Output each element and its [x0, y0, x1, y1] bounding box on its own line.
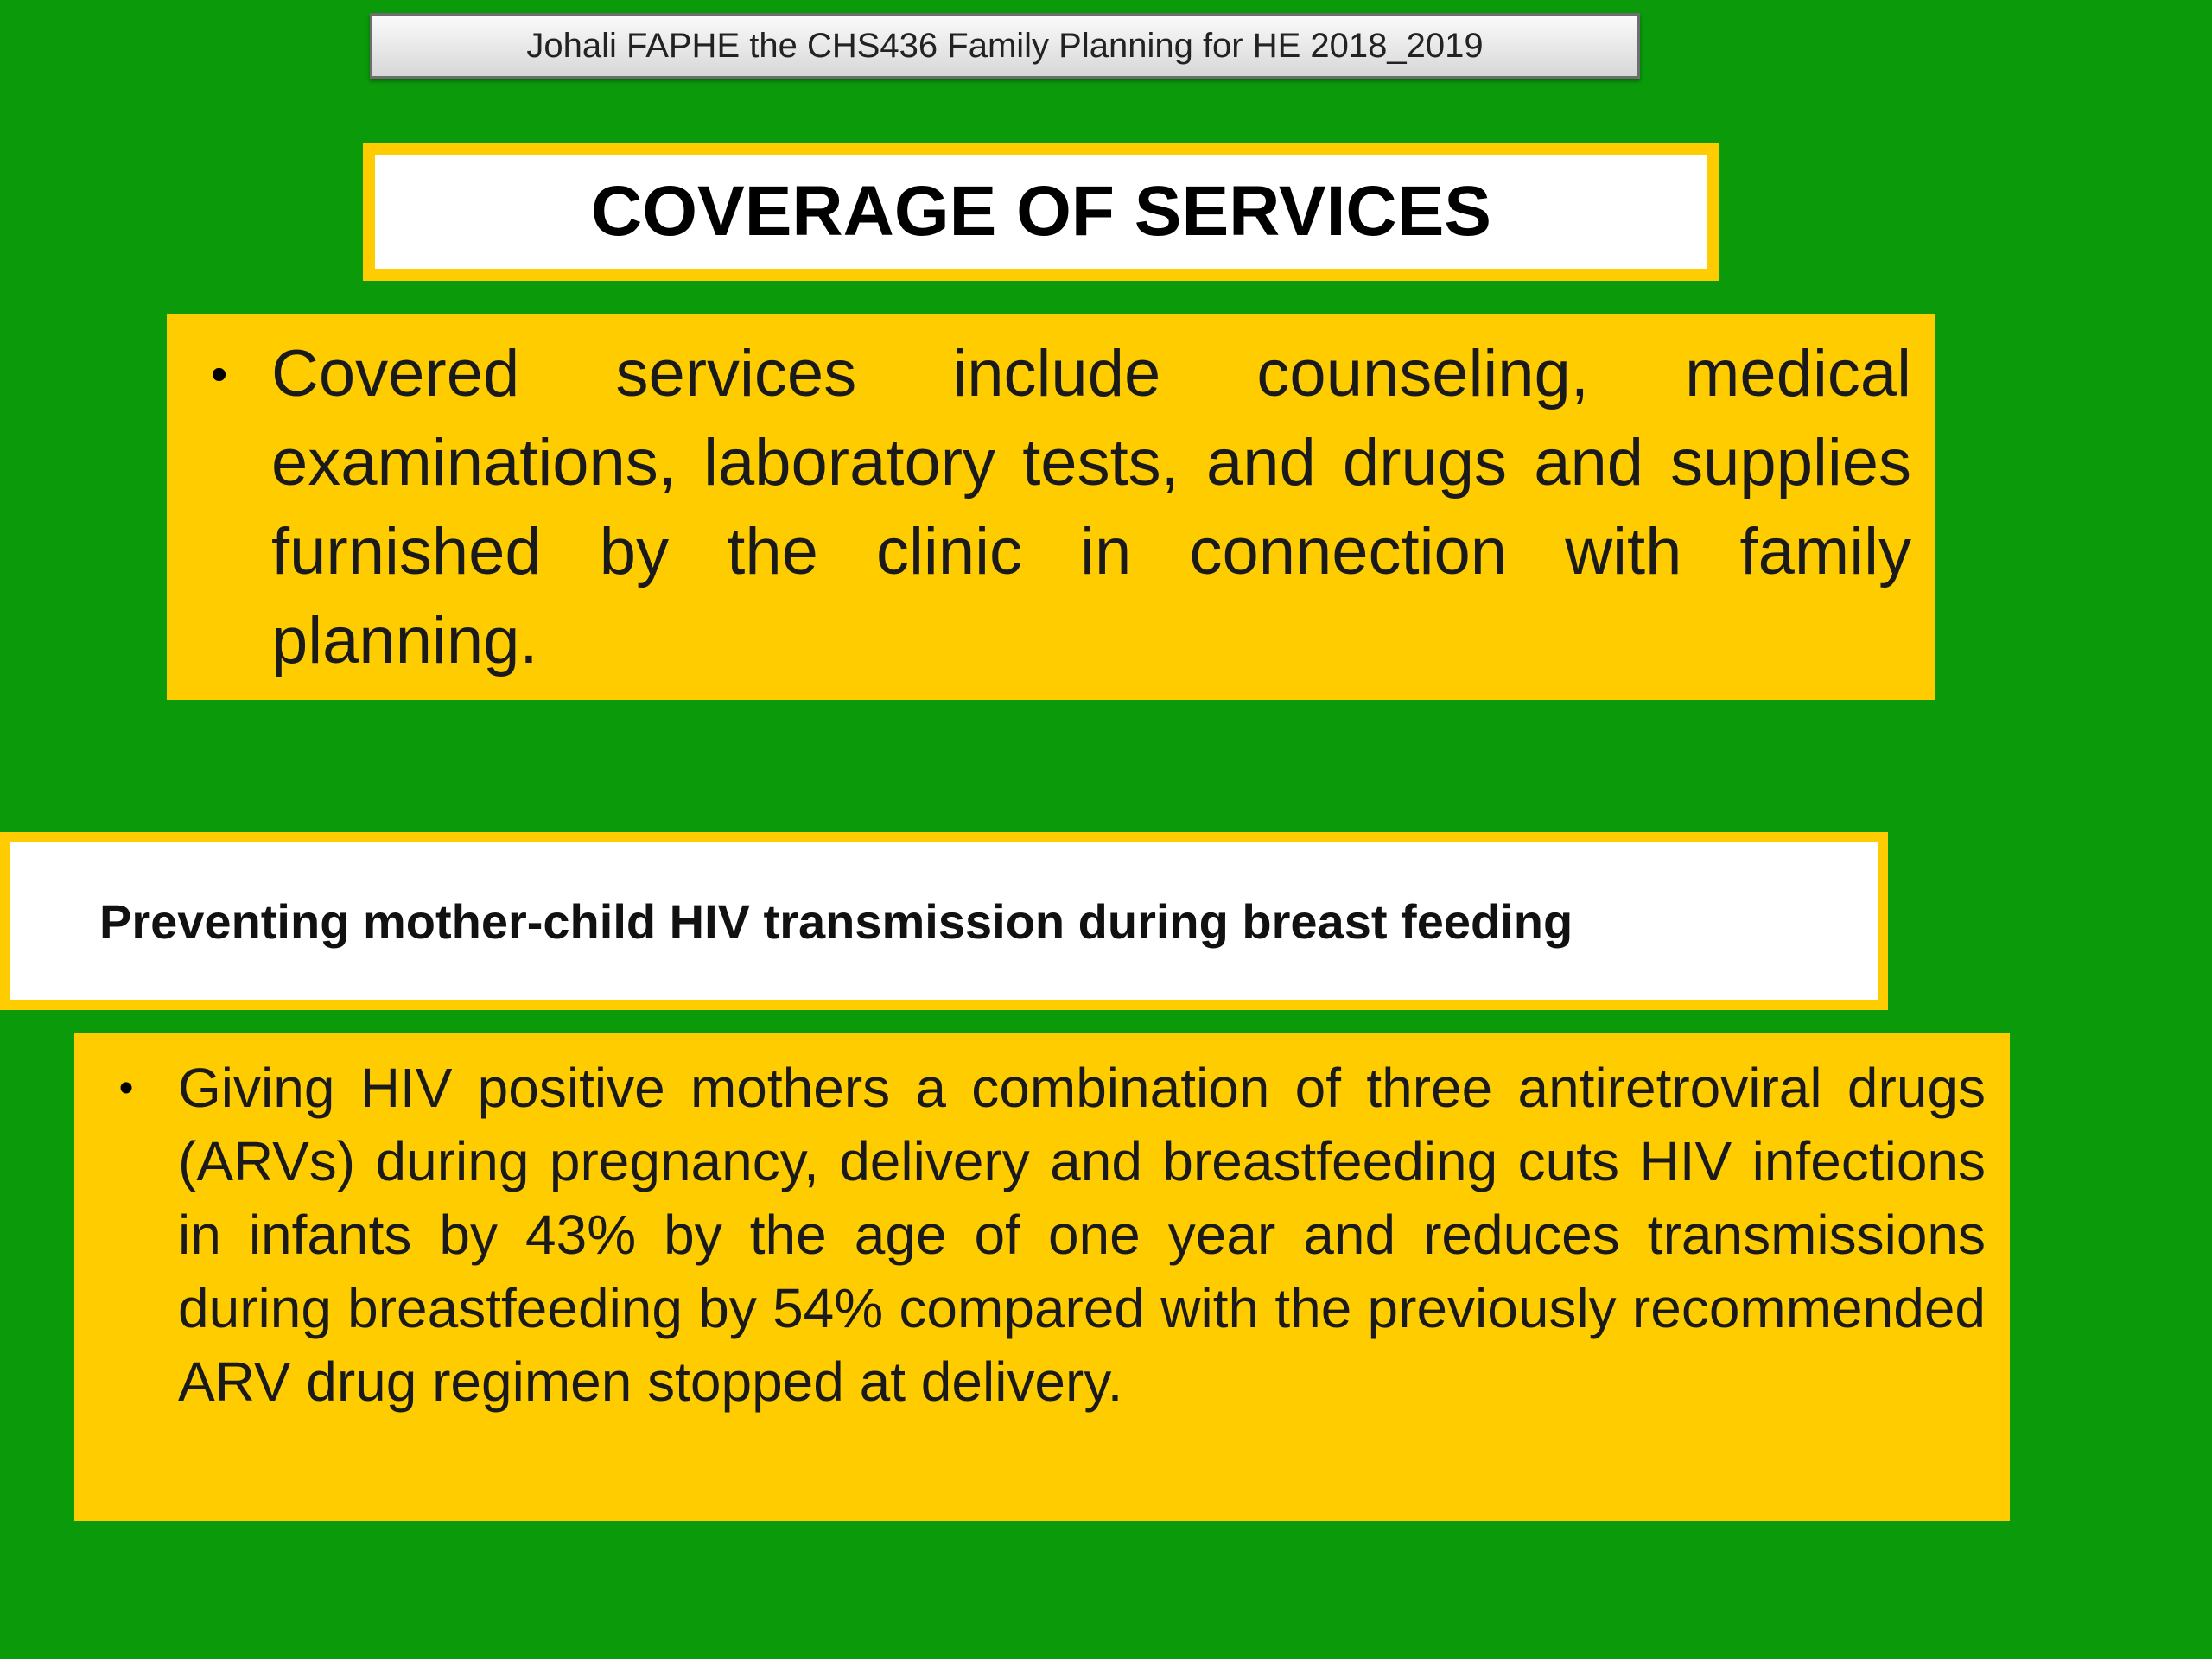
section-subtitle-box [0, 832, 1888, 1010]
section-subtitle: Preventing mother-child HIV transmission during breast feeding [99, 893, 1573, 949]
bullet-icon: • [210, 346, 228, 401]
slide-header-text: Johali FAPHE the CHS436 Family Planning for HE 2018_2019 [526, 26, 1484, 65]
slide-header [370, 13, 1640, 79]
bullet-item [74, 1052, 1986, 1419]
slide-title: COVERAGE OF SERVICES [591, 172, 1491, 251]
coverage-text: Covered services include counseling, medical examinations, laboratory tests, and drugs and supplies furnished by the clinic in connection with family planning. [271, 337, 1911, 677]
bullet-item [167, 329, 1911, 685]
bullet-icon: • [118, 1065, 134, 1111]
slide-title-box [363, 143, 1719, 281]
hiv-text: Giving HIV positive mothers a combination of three antiretroviral drugs (ARVs) during pregnancy, delivery and breastfeeding cuts HIV infections in infants by 43% by the age of one year and reduces transmissions during breastfeeding by 54% compared with the previously recommended ARV drug regimen stopped at delivery. [178, 1057, 1986, 1413]
hiv-content-box [74, 1033, 2010, 1521]
coverage-content-box [167, 314, 1936, 700]
